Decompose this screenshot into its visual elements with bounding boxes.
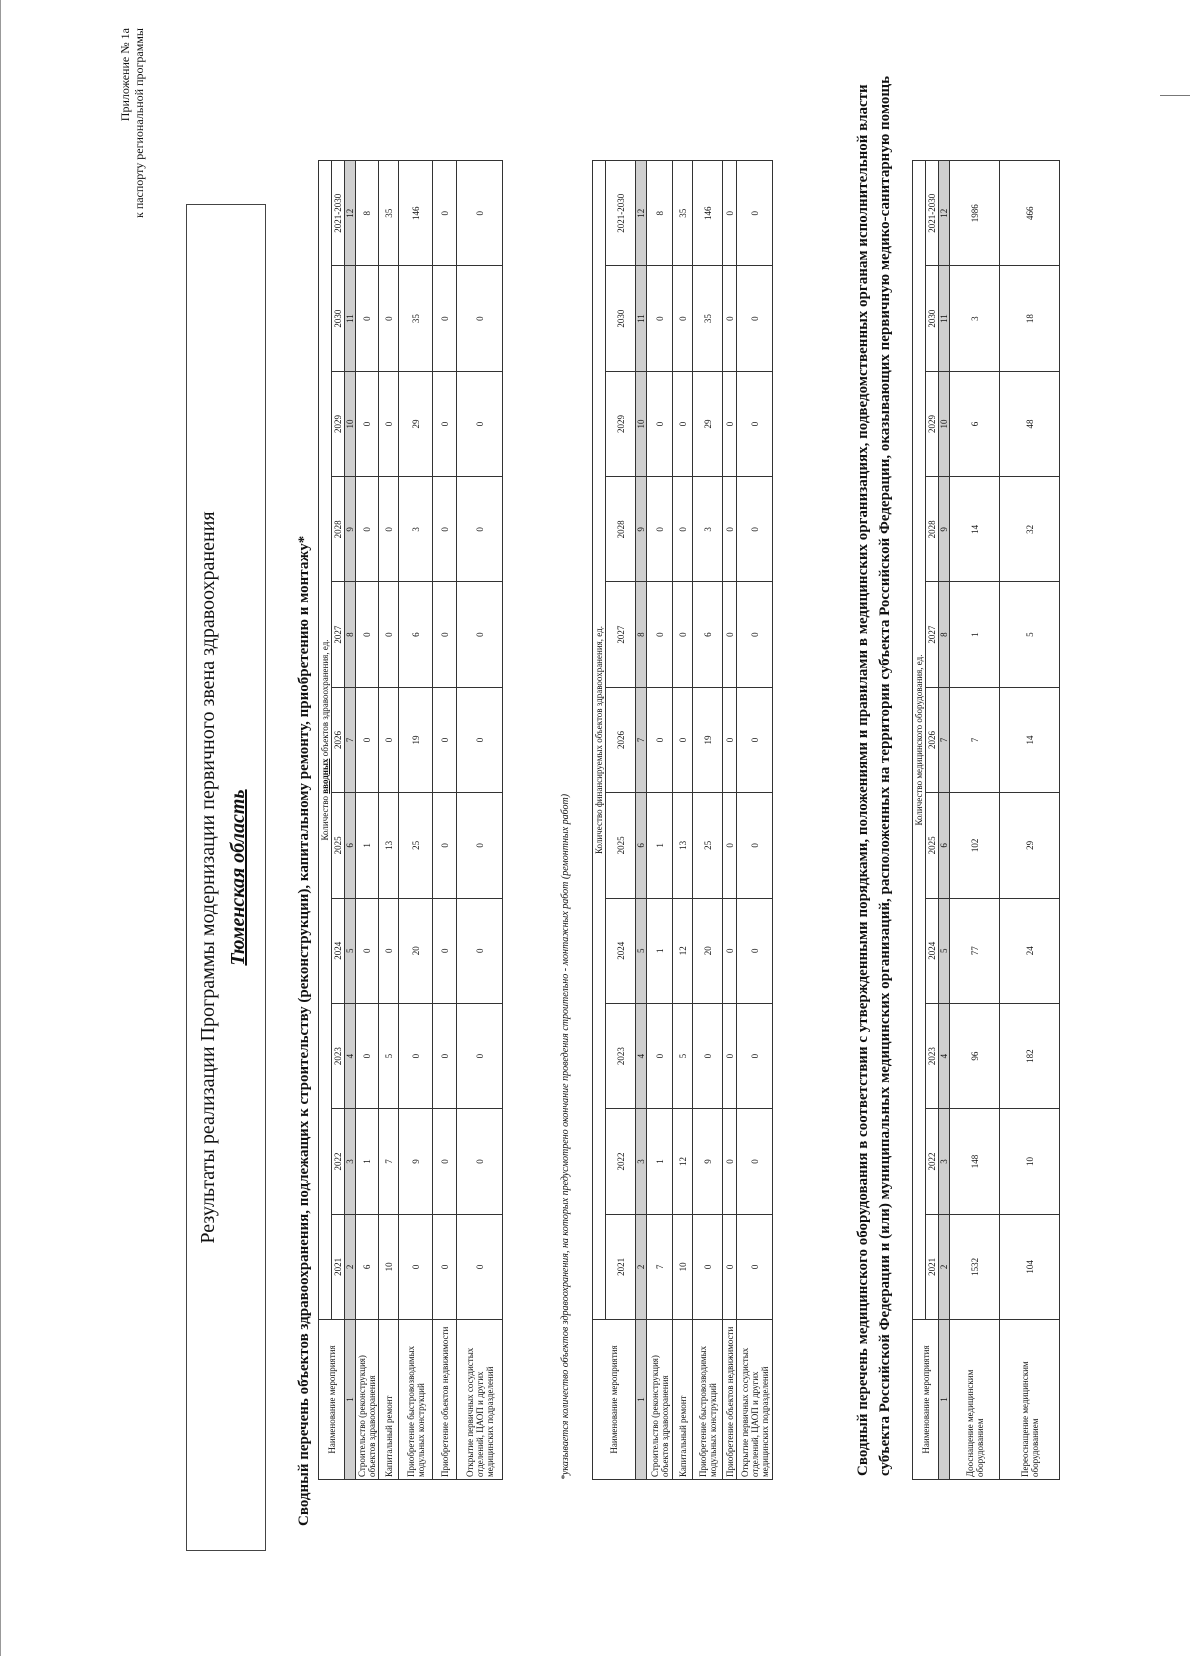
- value-cell: 0: [356, 898, 379, 1003]
- table1-group-header-emphasis: вводных: [320, 758, 330, 794]
- value-cell: 1986: [950, 161, 1000, 266]
- column-number: 10: [345, 371, 356, 476]
- value-cell: 0: [723, 1109, 737, 1214]
- year-header: 2023: [606, 1003, 636, 1108]
- year-header: 2027: [332, 582, 345, 687]
- row-name-cell: Открытие первичных сосудистых отделений, ЦАОП и других медицинских подразделений: [737, 1320, 773, 1480]
- table1-group-header-part: объектов здравоохранения, ед.: [320, 639, 330, 759]
- year-header: 2029: [926, 371, 939, 476]
- row-name-cell: Открытие первичных сосудистых отделений, ЦАОП и других медицинских подразделений: [457, 1320, 503, 1480]
- value-cell: 146: [399, 161, 433, 266]
- row-name-cell: Приобретение объектов недвижимости: [433, 1320, 457, 1480]
- value-cell: 0: [673, 477, 693, 582]
- value-cell: 0: [673, 266, 693, 371]
- year-header: 2021-2030: [926, 161, 939, 266]
- column-number: 2: [345, 1214, 356, 1319]
- value-cell: 0: [723, 161, 737, 266]
- table1-body: [356, 161, 503, 1480]
- value-cell: 0: [723, 793, 737, 898]
- year-header: 2027: [606, 582, 636, 687]
- value-cell: 1: [950, 582, 1000, 687]
- value-cell: 0: [673, 371, 693, 476]
- row-name-cell: Переоснащение медицинским оборудованием: [1000, 1320, 1060, 1480]
- year-header: 2022: [606, 1109, 636, 1214]
- column-number: 3: [345, 1109, 356, 1214]
- table-funded-objects: [592, 160, 773, 1480]
- table-row: [673, 161, 693, 1480]
- value-cell: 0: [433, 161, 457, 266]
- year-header: 2021: [926, 1214, 939, 1319]
- value-cell: 0: [457, 1109, 503, 1214]
- value-cell: 6: [693, 582, 723, 687]
- value-cell: 0: [457, 371, 503, 476]
- column-number: 2: [939, 1214, 950, 1319]
- column-number: 12: [345, 161, 356, 266]
- table2-name-header: Наименование мероприятия: [593, 1320, 636, 1480]
- column-number: 8: [939, 582, 950, 687]
- value-cell: 1532: [950, 1214, 1000, 1319]
- year-header: 2028: [332, 477, 345, 582]
- value-cell: 0: [673, 582, 693, 687]
- column-number: 11: [939, 266, 950, 371]
- value-cell: 0: [723, 582, 737, 687]
- column-number: 6: [636, 793, 647, 898]
- value-cell: 18: [1000, 266, 1060, 371]
- row-name-cell: Приобретение быстровозводимых модульных конструкций: [693, 1320, 723, 1480]
- value-cell: 0: [433, 477, 457, 582]
- value-cell: 20: [399, 898, 433, 1003]
- value-cell: 0: [356, 687, 379, 792]
- value-cell: 0: [457, 898, 503, 1003]
- column-number: 11: [345, 266, 356, 371]
- value-cell: 0: [379, 266, 399, 371]
- value-cell: 24: [1000, 898, 1060, 1003]
- table-row: [379, 161, 399, 1480]
- column-number: 5: [636, 898, 647, 1003]
- table3-name-header: Наименование мероприятия: [913, 1320, 939, 1480]
- value-cell: 29: [693, 371, 723, 476]
- year-header: 2030: [606, 266, 636, 371]
- value-cell: 0: [433, 898, 457, 1003]
- value-cell: 0: [723, 266, 737, 371]
- column-number: 2: [636, 1214, 647, 1319]
- year-header: 2025: [332, 793, 345, 898]
- table-commissioned-objects: [318, 160, 503, 1480]
- value-cell: 0: [457, 793, 503, 898]
- row-name-cell: Строительство (реконструкция) объектов здравоохранения: [647, 1320, 673, 1480]
- column-number: 1: [345, 1320, 356, 1480]
- year-header: 2026: [926, 687, 939, 792]
- value-cell: 0: [737, 1109, 773, 1214]
- section3-heading: [852, 76, 896, 1476]
- value-cell: 0: [737, 898, 773, 1003]
- column-number: 6: [939, 793, 950, 898]
- value-cell: 0: [356, 1003, 379, 1108]
- row-name-cell: Приобретение объектов недвижимости: [723, 1320, 737, 1480]
- value-cell: 7: [950, 687, 1000, 792]
- column-number: 8: [636, 582, 647, 687]
- column-number: 9: [345, 477, 356, 582]
- value-cell: 0: [723, 477, 737, 582]
- year-header: 2021-2030: [332, 161, 345, 266]
- year-header: 2023: [332, 1003, 345, 1108]
- value-cell: 0: [693, 1214, 723, 1319]
- row-name-cell: Капитальный ремонт: [673, 1320, 693, 1480]
- value-cell: 6: [950, 371, 1000, 476]
- table-row: [1000, 161, 1060, 1480]
- value-cell: 9: [399, 1109, 433, 1214]
- appendix-line-2: к паспорту региональной программы: [132, 28, 146, 219]
- value-cell: 14: [1000, 687, 1060, 792]
- value-cell: 20: [693, 898, 723, 1003]
- value-cell: 7: [379, 1109, 399, 1214]
- section3-heading-line: Сводный перечень медицинского оборудования в соответствии с утвержденными порядками, положениями и правилами в медицинских организациях, подведомственных органам исполнительной власти: [855, 84, 871, 1476]
- value-cell: 148: [950, 1109, 1000, 1214]
- value-cell: 0: [433, 1109, 457, 1214]
- appendix-line-1: Приложение № 1а: [118, 28, 132, 122]
- value-cell: 0: [379, 477, 399, 582]
- column-number: 10: [939, 371, 950, 476]
- value-cell: 0: [723, 898, 737, 1003]
- value-cell: 3: [399, 477, 433, 582]
- year-header: 2028: [926, 477, 939, 582]
- column-number: 12: [939, 161, 950, 266]
- value-cell: 14: [950, 477, 1000, 582]
- year-header: 2024: [606, 898, 636, 1003]
- value-cell: 0: [433, 582, 457, 687]
- table-medical-equipment: [912, 160, 1060, 1480]
- year-header: 2029: [332, 371, 345, 476]
- column-number-row: [636, 161, 647, 1480]
- table-row: [647, 161, 673, 1480]
- value-cell: 0: [737, 371, 773, 476]
- value-cell: 102: [950, 793, 1000, 898]
- table-row: [433, 161, 457, 1480]
- column-number-row: [345, 161, 356, 1480]
- value-cell: 0: [647, 371, 673, 476]
- year-header: 2025: [606, 793, 636, 898]
- column-number: 9: [939, 477, 950, 582]
- value-cell: 0: [457, 266, 503, 371]
- year-header: 2030: [926, 266, 939, 371]
- table-row: [737, 161, 773, 1480]
- year-header: 2023: [926, 1003, 939, 1108]
- column-number: 8: [345, 582, 356, 687]
- year-header: 2025: [926, 793, 939, 898]
- table-row: [693, 161, 723, 1480]
- value-cell: 5: [1000, 582, 1060, 687]
- column-number: 5: [939, 898, 950, 1003]
- value-cell: 29: [1000, 793, 1060, 898]
- value-cell: 0: [433, 266, 457, 371]
- value-cell: 0: [399, 1003, 433, 1108]
- value-cell: 0: [737, 1003, 773, 1108]
- year-header: 2021: [332, 1214, 345, 1319]
- year-header: 2028: [606, 477, 636, 582]
- table1-group-header-part: Количество: [320, 793, 330, 841]
- value-cell: 0: [433, 1003, 457, 1108]
- table-row: [399, 161, 433, 1480]
- value-cell: 96: [950, 1003, 1000, 1108]
- column-number: 11: [636, 266, 647, 371]
- value-cell: 29: [399, 371, 433, 476]
- value-cell: 0: [673, 687, 693, 792]
- year-header: 2030: [332, 266, 345, 371]
- value-cell: 13: [379, 793, 399, 898]
- footnote: *указывается количество объектов здравоохранения, на которых предусмотрено окончание проведения строительно - монтажных работ (ремонтных работ): [560, 793, 571, 1480]
- column-number: 10: [636, 371, 647, 476]
- value-cell: 0: [647, 687, 673, 792]
- value-cell: 19: [693, 687, 723, 792]
- table2-body: [647, 161, 773, 1480]
- value-cell: 0: [379, 371, 399, 476]
- row-name-cell: Приобретение быстровозводимых модульных конструкций: [399, 1320, 433, 1480]
- value-cell: 0: [379, 582, 399, 687]
- table3-body: [950, 161, 1060, 1480]
- value-cell: 0: [737, 582, 773, 687]
- column-number: 7: [345, 687, 356, 792]
- section1-heading: Сводный перечень объектов здравоохранения, подлежащих к строительству (реконструкции), капитальному ремонту, приобретению и монтажу*: [296, 535, 312, 1526]
- value-cell: 25: [693, 793, 723, 898]
- value-cell: 12: [673, 1109, 693, 1214]
- column-number: 4: [345, 1003, 356, 1108]
- value-cell: 1: [356, 793, 379, 898]
- value-cell: 5: [673, 1003, 693, 1108]
- scan-edge-line: [0, 0, 1, 1656]
- value-cell: 13: [673, 793, 693, 898]
- value-cell: 0: [356, 477, 379, 582]
- row-name-cell: Дооснащение медицинским оборудованием: [950, 1320, 1000, 1480]
- value-cell: 104: [1000, 1214, 1060, 1319]
- column-number: 5: [345, 898, 356, 1003]
- value-cell: 0: [457, 687, 503, 792]
- year-header: 2029: [606, 371, 636, 476]
- column-number: 6: [345, 793, 356, 898]
- value-cell: 0: [457, 477, 503, 582]
- value-cell: 0: [379, 687, 399, 792]
- value-cell: 0: [737, 266, 773, 371]
- table3-group-header: Количество медицинского оборудования, ед.: [913, 161, 926, 1320]
- value-cell: 0: [457, 161, 503, 266]
- value-cell: 0: [737, 1214, 773, 1319]
- value-cell: 1: [356, 1109, 379, 1214]
- value-cell: 48: [1000, 371, 1060, 476]
- table1-group-header: [319, 161, 332, 1320]
- column-number: 9: [636, 477, 647, 582]
- value-cell: 0: [737, 793, 773, 898]
- year-header: 2021-2030: [606, 161, 636, 266]
- value-cell: 0: [433, 793, 457, 898]
- value-cell: 0: [457, 1214, 503, 1319]
- value-cell: 3: [950, 266, 1000, 371]
- value-cell: 10: [673, 1214, 693, 1319]
- value-cell: 10: [379, 1214, 399, 1319]
- table-row: [356, 161, 379, 1480]
- value-cell: 1: [647, 1109, 673, 1214]
- value-cell: 0: [737, 687, 773, 792]
- table-row: [723, 161, 737, 1480]
- value-cell: 0: [647, 1003, 673, 1108]
- value-cell: 146: [693, 161, 723, 266]
- table1-name-header: Наименование мероприятия: [319, 1320, 345, 1480]
- column-number: 3: [636, 1109, 647, 1214]
- value-cell: 0: [723, 687, 737, 792]
- scan-artifact: [1160, 95, 1190, 96]
- value-cell: 6: [399, 582, 433, 687]
- column-number: 1: [636, 1320, 647, 1480]
- value-cell: 0: [723, 371, 737, 476]
- value-cell: 0: [693, 1003, 723, 1108]
- table2-group-header: Количество финансируемых объектов здравоохранения, ед.: [593, 161, 606, 1320]
- value-cell: 3: [693, 477, 723, 582]
- value-cell: 0: [433, 687, 457, 792]
- value-cell: 19: [399, 687, 433, 792]
- row-name-cell: Строительство (реконструкция) объектов здравоохранения: [356, 1320, 379, 1480]
- value-cell: 0: [399, 1214, 433, 1319]
- value-cell: 0: [723, 1214, 737, 1319]
- value-cell: 35: [673, 161, 693, 266]
- section3-heading-line: субъекта Российской Федерации и (или) муниципальных медицинских организаций, расположенных на территории субъекта Российской Федерации, оказывающих первичную медико-санитарную помощь: [877, 75, 893, 1476]
- value-cell: 0: [737, 161, 773, 266]
- value-cell: 12: [673, 898, 693, 1003]
- value-cell: 0: [647, 582, 673, 687]
- year-header: 2027: [926, 582, 939, 687]
- value-cell: 9: [693, 1109, 723, 1214]
- value-cell: 0: [457, 582, 503, 687]
- value-cell: 8: [647, 161, 673, 266]
- year-header: 2021: [606, 1214, 636, 1319]
- value-cell: 32: [1000, 477, 1060, 582]
- value-cell: 0: [737, 477, 773, 582]
- year-header: 2026: [332, 687, 345, 792]
- value-cell: 1: [647, 793, 673, 898]
- value-cell: 0: [457, 1003, 503, 1108]
- row-name-cell: Капитальный ремонт: [379, 1320, 399, 1480]
- value-cell: 10: [1000, 1109, 1060, 1214]
- value-cell: 0: [647, 477, 673, 582]
- year-header: 2024: [926, 898, 939, 1003]
- year-header: 2026: [606, 687, 636, 792]
- column-number: 7: [939, 687, 950, 792]
- value-cell: 0: [356, 371, 379, 476]
- value-cell: 0: [433, 1214, 457, 1319]
- value-cell: 0: [647, 266, 673, 371]
- value-cell: 0: [356, 582, 379, 687]
- value-cell: 7: [647, 1214, 673, 1319]
- year-header: 2022: [332, 1109, 345, 1214]
- value-cell: 1: [647, 898, 673, 1003]
- column-number: 1: [939, 1320, 950, 1480]
- value-cell: 25: [399, 793, 433, 898]
- value-cell: 182: [1000, 1003, 1060, 1108]
- column-number-row: [939, 161, 950, 1480]
- column-number: 4: [939, 1003, 950, 1108]
- value-cell: 0: [356, 266, 379, 371]
- year-header: 2022: [926, 1109, 939, 1214]
- value-cell: 77: [950, 898, 1000, 1003]
- region-name: Тюменская область: [227, 789, 249, 966]
- value-cell: 0: [379, 898, 399, 1003]
- value-cell: 5: [379, 1003, 399, 1108]
- value-cell: 35: [693, 266, 723, 371]
- value-cell: 6: [356, 1214, 379, 1319]
- title-box: [186, 204, 266, 1551]
- appendix-note: [118, 28, 146, 218]
- value-cell: 35: [379, 161, 399, 266]
- page-title: Результаты реализации Программы модернизации первичного звена здравоохранения: [197, 511, 219, 1244]
- column-number: 12: [636, 161, 647, 266]
- year-header: 2024: [332, 898, 345, 1003]
- value-cell: 466: [1000, 161, 1060, 266]
- column-number: 7: [636, 687, 647, 792]
- table-row: [950, 161, 1000, 1480]
- table-row: [457, 161, 503, 1480]
- column-number: 3: [939, 1109, 950, 1214]
- value-cell: 0: [433, 371, 457, 476]
- value-cell: 35: [399, 266, 433, 371]
- value-cell: 8: [356, 161, 379, 266]
- column-number: 4: [636, 1003, 647, 1108]
- value-cell: 0: [723, 1003, 737, 1108]
